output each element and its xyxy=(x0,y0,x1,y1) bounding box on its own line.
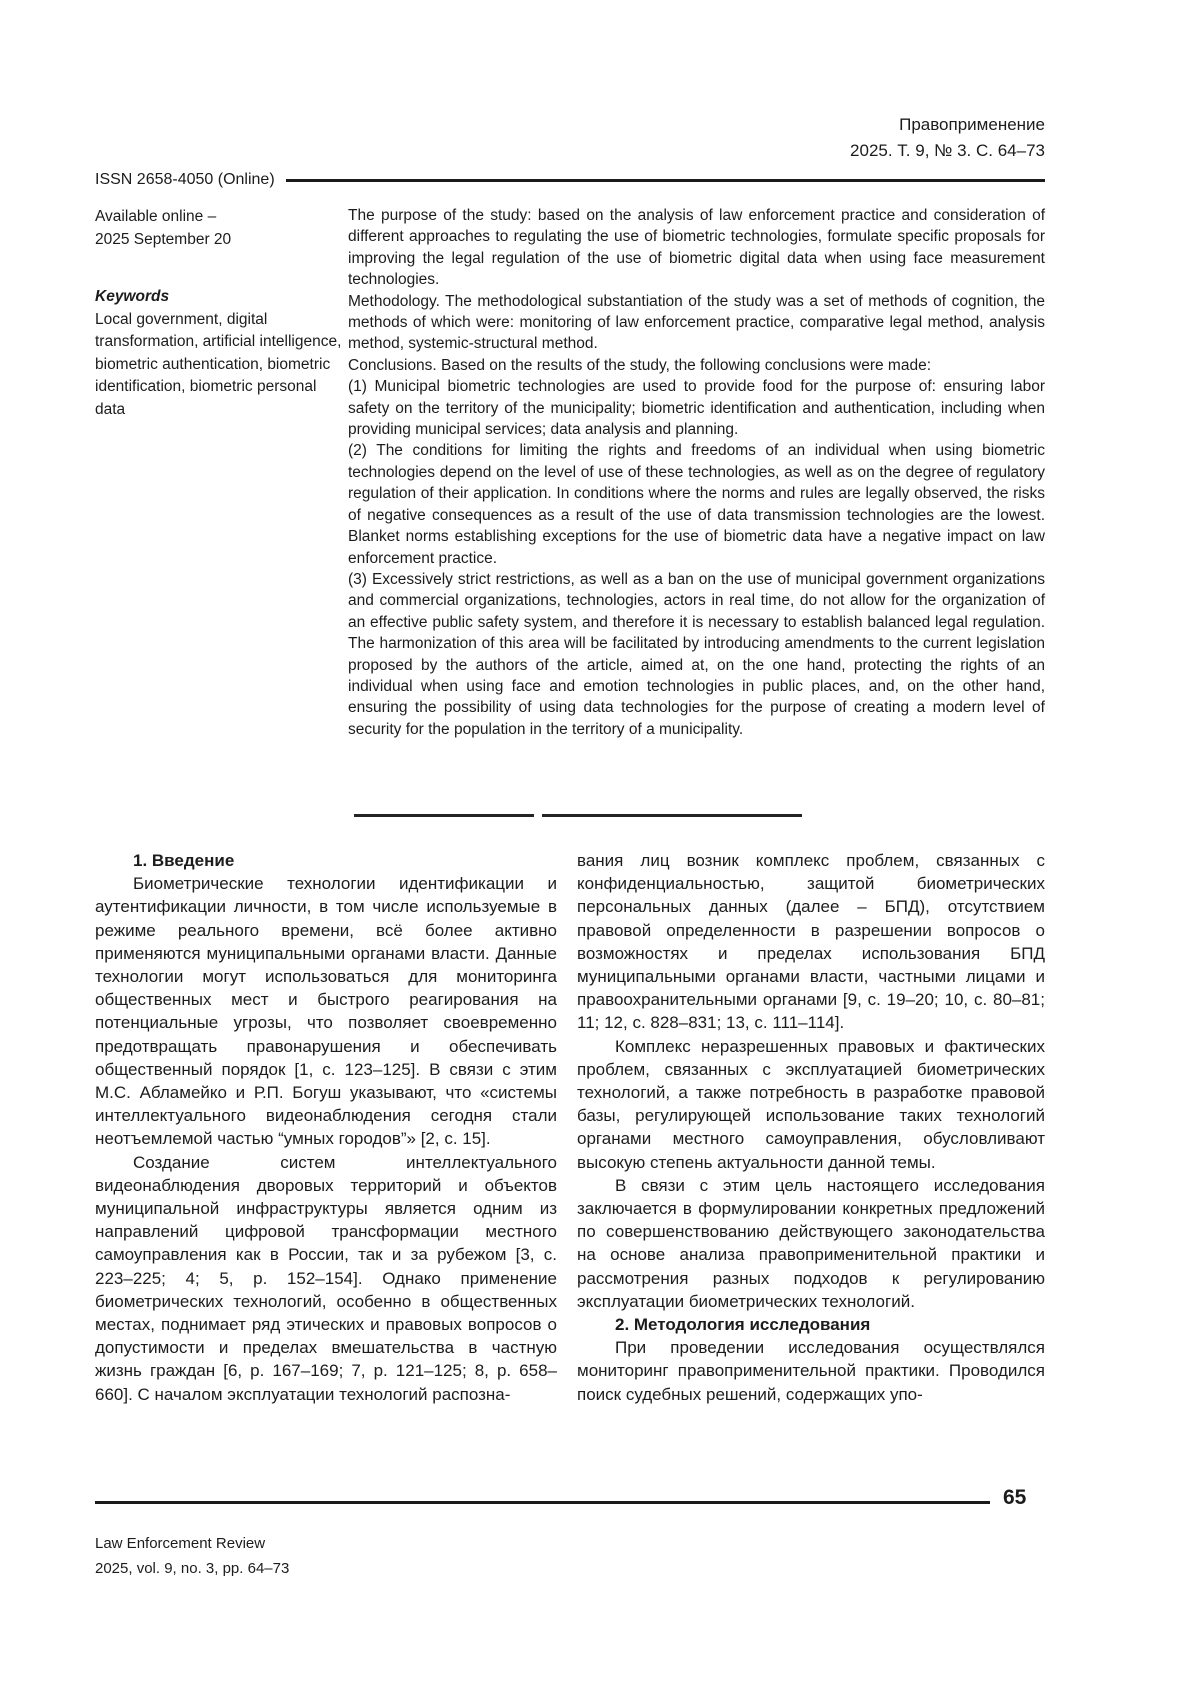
journal-header-ru xyxy=(850,112,1045,164)
separator-segment xyxy=(542,814,802,817)
body-paragraph: В связи с этим цель настоящего исследования заключается в формулировании конкретных предложений по совершенствованию действующего законодательства на основе анализа правоприменительной практики и рассмотрения разных подходов к регулированию эксплуатации биометрических технологий. xyxy=(577,1175,1045,1311)
journal-issue-en: 2025, vol. 9, no. 3, pp. 64–73 xyxy=(95,1559,290,1577)
keywords-label: Keywords xyxy=(95,288,170,305)
body-paragraph: Создание систем интеллектуального видеонаблюдения дворовых территорий и объектов муниципальной инфраструктуры является одним из направлений цифровой трансформации местного самоуправления как в России, так и за рубежом [3, с. 223–225; 4; 5, p. 152–154]. Однако применение биометрических технологий, особенно в общественных местах, поднимает ряд этических и правовых вопросов о допустимости и пределах вмешательства в частную жизнь граждан [6, p. 167–169; 7, p. 121–125; 8, p. 658–660]. С началом эксплуатации технологий распозна- xyxy=(95,1152,557,1404)
abstract-paragraph-purpose: The purpose of the study: based on the analysis of law enforcement practice and consideration of different approaches to regulating the use of biometric technologies, formulate specific proposals for improving the legal regulation of the use of biometric digital data when using face measurement technologies. xyxy=(348,207,1045,289)
header-rule xyxy=(286,179,1045,182)
journal-title-en: Law Enforcement Review xyxy=(95,1535,266,1552)
abstract-paragraph-conclusion-1: (1) Municipal biometric technologies are used to provide food for the purpose of: ensuring labor safety on the territory of the municipality; biometric identification and authentication, including when providing municipal services; data analysis and planning. xyxy=(348,378,1045,439)
abstract-paragraph-methodology: Methodology. The methodological substantiation of the study was a set of methods of cognition, the methods of which were: monitoring of law enforcement practice, comparative legal method, analysis method, systemic-structural method. xyxy=(348,292,1045,353)
journal-title-ru: Правоприменение xyxy=(899,115,1045,134)
abstract-paragraph-conclusion-3: (3) Excessively strict restrictions, as well as a ban on the use of municipal government organizations and commercial organizations, technologies, actors in real time, do not allow for the organization of an effective public safety system, and therefore it is necessary to establish balanced legal regulation. The harmonization of this area will be facilitated by introducing amendments to the current legislation proposed by the authors of the article, aimed at, on the one hand, protecting the rights of an individual when using face and emotion technologies in public places, and, on the other hand, ensuring the possibility of using data technologies for the purpose of creating a modern level of security for the population in the territory of a municipality. xyxy=(348,570,1045,738)
journal-footer-en xyxy=(95,1532,289,1581)
available-online-line1: Available online – xyxy=(95,208,217,225)
abstract-paragraph-conclusion-2: (2) The conditions for limiting the rights and freedoms of an individual when using biometric technologies depend on the level of use of these technologies, as well as on the degree of regulatory regulation of their application. In conditions where the norms and rules are legally observed, the risks of negative consequences as a result of the use of data transmission technologies are the lowest. Blanket norms establishing exceptions for the use of biometric data have a negative impact on law enforcement practice. xyxy=(348,442,1045,567)
body-column-left xyxy=(95,849,557,1406)
separator-segment xyxy=(354,814,534,817)
body-paragraph: Биометрические технологии идентификации и аутентификации личности, в том числе используемые в режиме реального времени, всё более активно применяются муниципальными органами власти. Данные технологии могут использоваться для мониторинга общественных мест и быстрого реагирования на потенциальные угрозы, что позволяет своевременно предотвращать правонарушения и обеспечивать общественный порядок [1, с. 123–125]. В связи с этим М.С. Абламейко и Р.П. Богуш указывают, что «системы интеллектуального видеонаблюдения сегодня стали неотъемлемой частью “умных городов”» [2, с. 15]. xyxy=(95,874,557,1149)
journal-issue-ru: 2025. Т. 9, № 3. С. 64–73 xyxy=(850,141,1045,160)
section-2-heading: 2. Методология исследования xyxy=(615,1315,871,1335)
issn-label: ISSN 2658-4050 (Online) xyxy=(95,171,275,188)
keywords-text: Local government, digital transformation, artificial intelligence, biometric authentication, biometric identification, biometric personal data xyxy=(95,310,342,418)
article-body xyxy=(95,849,1045,1406)
abstract-paragraph-conclusions: Conclusions. Based on the results of the study, the following conclusions were made: xyxy=(348,356,932,374)
section-separator xyxy=(354,814,802,817)
body-paragraph-continuation: вания лиц возник комплекс проблем, связанных с конфиденциальностью, защитой биометрических персональных данных (далее – БПД), отсутствием правовой определенности в разрешении вопросов о возможностях и пределах использования БПД муниципальными органами власти, частными лицами и правоохранительными органами [9, с. 19–20; 10, с. 80–81; 11; 12, с. 828–831; 13, с. 111–114]. xyxy=(577,851,1045,1033)
page-number: 65 xyxy=(1003,1486,1027,1509)
body-paragraph: При проведении исследования осуществлялся мониторинг правоприменительной практики. Проводился поиск судебных решений, содержащих упо- xyxy=(577,1338,1045,1404)
article-meta-column xyxy=(95,206,347,421)
section-1-heading: 1. Введение xyxy=(133,851,235,870)
body-column-right xyxy=(577,849,1045,1406)
available-online-line2: 2025 September 20 xyxy=(95,230,232,248)
abstract-en xyxy=(348,205,1045,740)
footer-rule xyxy=(95,1501,990,1504)
body-paragraph: Комплекс неразрешенных правовых и фактических проблем, связанных с эксплуатацией биометрических технологий, а также потребность в разработке правовой базы, регулирующей использование таких технологий органами местного самоуправления, обусловливают высокую степень актуальности данной темы. xyxy=(577,1036,1045,1172)
